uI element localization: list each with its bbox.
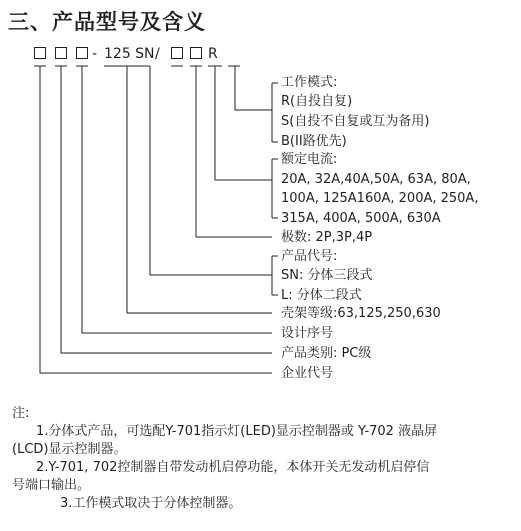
code-model: 125 SN [104,46,155,62]
label-work-mode: 工作模式: [281,75,338,90]
notes-heading: 注: [12,406,30,421]
label-sn: SN: 分体三段式 [281,268,373,283]
code-dash: - [92,46,98,62]
note-1-cont: (LCD)显示控制器。 [12,442,127,457]
code-suffix: R [208,46,218,62]
label-current-2: 100A, 125A160A, 200A, 250A, [281,191,479,206]
label-current-1: 20A, 32A,40A,50A, 63A, 80A, [281,172,471,187]
note-3: 3.工作模式取决于分体控制器。 [60,496,242,511]
note-2-cont: 号端口输出。 [12,478,91,493]
label-rated-current: 额定电流: [281,152,338,167]
label-category: 产品类别: PC级 [281,346,372,361]
note-2: 2.Y-701, 702控制器自带发动机启停功能，本体开关无发动机启停信 [36,460,430,475]
label-mode-r: R(自投自复) [281,94,353,109]
label-mode-s: S(自投不自复或互为备用) [281,114,430,129]
label-company: 企业代号 [281,366,334,381]
label-frame: 壳架等级:63,125,250,630 [281,306,441,321]
notes-block [12,405,512,513]
note-1: 1.分体式产品，可选配Y-701指示灯(LED)显示控制器或 Y-702 液晶屏 [36,424,438,439]
label-current-3: 315A, 400A, 500A, 630A [281,211,441,226]
label-poles: 极数: 2P,3P,4P [281,230,373,245]
section-title: 三、产品型号及含义 [8,10,206,34]
label-design-no: 设计序号 [281,326,334,341]
label-l: L: 分体二段式 [281,288,362,303]
label-product-code: 产品代号: [281,249,338,264]
label-mode-b: B(II路优先) [281,134,347,149]
code-slash: / [155,46,160,62]
